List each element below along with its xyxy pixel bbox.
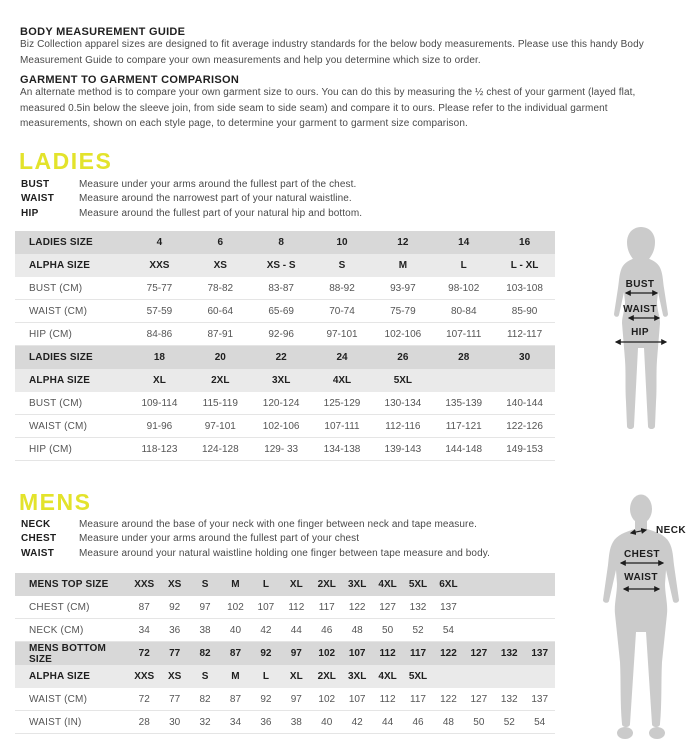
row-label: HIP (CM) bbox=[29, 443, 73, 455]
size-value-cell: 107-111 bbox=[446, 328, 482, 340]
size-value-cell: 130-134 bbox=[384, 397, 422, 409]
size-value-cell: 75-77 bbox=[146, 282, 173, 294]
definition-term: WAIST bbox=[21, 193, 55, 205]
size-value-cell: 34 bbox=[229, 716, 242, 728]
size-value-cell: 40 bbox=[229, 624, 242, 636]
size-value-cell: 139-143 bbox=[384, 443, 422, 455]
size-value-cell: XL bbox=[289, 579, 303, 590]
size-value-cell: 92 bbox=[260, 648, 272, 659]
size-value-cell: 107 bbox=[348, 693, 366, 705]
size-value-cell: 93-97 bbox=[390, 282, 416, 294]
size-value-cell: 109-114 bbox=[141, 397, 178, 409]
row-label: WAIST (CM) bbox=[29, 305, 88, 317]
size-value-cell: 97 bbox=[290, 693, 302, 705]
size-value-cell: 83-87 bbox=[268, 282, 294, 294]
size-value-cell: 129- 33 bbox=[264, 443, 299, 455]
row-label: LADIES SIZE bbox=[29, 352, 93, 363]
size-value-cell: 42 bbox=[260, 624, 272, 636]
guide-paragraph: Biz Collection apparel sizes are designed to fit average industry standards for the below body measurements. Please use this handy Body Measurement Guide to compare your own measurements and help you determine which size to order. bbox=[20, 39, 644, 66]
size-value-cell: L bbox=[262, 671, 269, 682]
size-value-cell: 92-96 bbox=[268, 328, 294, 340]
definition-term: NECK bbox=[21, 518, 51, 530]
definition-description: Measure around the narrowest part of your natural waistline. bbox=[79, 193, 352, 205]
figure-label-bust: BUST bbox=[625, 279, 655, 290]
size-value-cell: XS bbox=[167, 579, 182, 590]
size-value-cell: 77 bbox=[169, 693, 181, 705]
size-value-cell: 87-91 bbox=[207, 328, 234, 340]
size-value-cell: XXS bbox=[149, 260, 170, 271]
definition-description: Measure around the fullest part of your natural hip and bottom. bbox=[79, 207, 363, 219]
table-row bbox=[15, 231, 555, 254]
row-label: CHEST (CM) bbox=[29, 601, 90, 613]
size-value-cell: 87 bbox=[229, 693, 242, 705]
size-value-cell: 117 bbox=[409, 648, 427, 659]
figure-label-chest: CHEST bbox=[624, 549, 660, 560]
row-label: LADIES SIZE bbox=[29, 237, 93, 248]
row-label: WAIST (CM) bbox=[29, 420, 88, 432]
size-value-cell: 91-96 bbox=[146, 420, 173, 432]
size-value-cell: XS - S bbox=[266, 260, 296, 271]
size-value-cell: 5XL bbox=[393, 375, 413, 386]
size-value-cell: 115-119 bbox=[202, 397, 238, 409]
row-label: NECK (CM) bbox=[29, 624, 84, 636]
ladies-head bbox=[633, 228, 650, 251]
size-value-cell: 127 bbox=[470, 648, 488, 659]
size-value-cell: 6XL bbox=[439, 579, 458, 590]
size-value-cell: 144-148 bbox=[445, 443, 483, 455]
definition-term: CHEST bbox=[21, 533, 57, 545]
table-row bbox=[15, 619, 555, 642]
definition-description: Measure under your arms around the fullest part of the chest. bbox=[79, 178, 357, 190]
row-label: BUST (CM) bbox=[29, 397, 83, 409]
row-label: ALPHA SIZE bbox=[29, 260, 91, 271]
size-value-cell: 122 bbox=[440, 648, 457, 659]
size-value-cell: 57-59 bbox=[146, 305, 173, 317]
size-value-cell: 32 bbox=[199, 716, 211, 728]
size-value-cell: S bbox=[201, 671, 209, 682]
size-value-cell: 112 bbox=[379, 693, 396, 705]
size-value-cell: 137 bbox=[531, 648, 549, 659]
size-value-cell: 112-117 bbox=[506, 328, 543, 340]
size-value-cell: 30 bbox=[169, 716, 181, 728]
size-value-cell: 42 bbox=[351, 716, 363, 728]
size-value-cell: 4 bbox=[156, 237, 163, 248]
size-value-cell: XXS bbox=[134, 579, 155, 590]
size-value-cell: 87 bbox=[138, 601, 150, 613]
size-value-cell: XS bbox=[213, 260, 227, 271]
measurement-definition-row bbox=[21, 532, 490, 547]
table-row bbox=[15, 665, 555, 688]
size-value-cell: 137 bbox=[440, 601, 457, 613]
row-label: WAIST (IN) bbox=[29, 716, 82, 728]
definition-term: HIP bbox=[21, 207, 39, 219]
row-label: MENS TOP SIZE bbox=[29, 579, 109, 590]
size-value-cell: 18 bbox=[153, 352, 165, 363]
row-label: BUST (CM) bbox=[29, 282, 83, 294]
size-value-cell: 28 bbox=[138, 716, 150, 728]
size-value-cell: 127 bbox=[470, 693, 488, 705]
definition-description: Measure under your arms around the fullest part of your chest bbox=[79, 533, 360, 545]
definition-term: WAIST bbox=[21, 547, 55, 559]
size-value-cell: 44 bbox=[382, 716, 394, 728]
size-value-cell: 107 bbox=[348, 648, 366, 659]
size-value-cell: 52 bbox=[412, 624, 424, 636]
size-value-cell: 46 bbox=[412, 716, 424, 728]
size-value-cell: 54 bbox=[442, 624, 454, 636]
size-value-cell: 2XL bbox=[317, 671, 336, 682]
table-row bbox=[15, 254, 555, 277]
table-row bbox=[15, 277, 555, 300]
size-value-cell: 50 bbox=[473, 716, 485, 728]
definition-term: BUST bbox=[21, 178, 50, 190]
size-value-cell: 70-74 bbox=[329, 305, 355, 317]
size-value-cell: 4XL bbox=[378, 579, 397, 590]
size-value-cell: 65-69 bbox=[268, 305, 294, 317]
table-row bbox=[15, 323, 555, 346]
size-value-cell: 85-90 bbox=[511, 305, 538, 317]
size-value-cell: 8 bbox=[278, 237, 284, 248]
table-row bbox=[15, 392, 555, 415]
table-row bbox=[15, 688, 555, 711]
size-value-cell: 124-128 bbox=[201, 443, 239, 455]
size-value-cell: 137 bbox=[531, 693, 549, 705]
size-value-cell: 102 bbox=[318, 648, 336, 659]
size-value-cell: 87 bbox=[229, 648, 242, 659]
size-value-cell: XL bbox=[153, 375, 166, 386]
size-value-cell: 132 bbox=[500, 693, 518, 705]
table-row bbox=[15, 596, 555, 619]
size-value-cell: 75-79 bbox=[390, 305, 416, 317]
size-value-cell: 48 bbox=[351, 624, 363, 636]
size-value-cell: S bbox=[201, 579, 209, 590]
size-value-cell: 117 bbox=[318, 601, 335, 613]
size-value-cell: 48 bbox=[442, 716, 454, 728]
size-value-cell: L - XL bbox=[510, 260, 539, 271]
size-value-cell: 3XL bbox=[347, 579, 367, 590]
size-value-cell: 122 bbox=[348, 601, 366, 613]
table-row bbox=[15, 573, 555, 596]
size-value-cell: 44 bbox=[290, 624, 302, 636]
size-value-cell: 2XL bbox=[211, 375, 230, 386]
table-row bbox=[15, 369, 555, 392]
size-value-cell: 54 bbox=[534, 716, 546, 728]
size-value-cell: 38 bbox=[290, 716, 302, 728]
ladies-size-table bbox=[15, 231, 555, 461]
size-value-cell: 118-123 bbox=[141, 443, 178, 455]
size-value-cell: 88-92 bbox=[329, 282, 355, 294]
size-value-cell: 122-126 bbox=[506, 420, 543, 432]
row-label: ALPHA SIZE bbox=[29, 671, 91, 682]
size-value-cell: 3XL bbox=[271, 375, 291, 386]
size-value-cell: 30 bbox=[519, 352, 531, 363]
size-value-cell: L bbox=[262, 579, 269, 590]
mens-right-foot bbox=[649, 727, 665, 739]
ladies-heading: LADIES bbox=[19, 148, 113, 174]
figure-label-waist: WAIST bbox=[624, 572, 658, 583]
row-label: MENS BOTTOM SIZE bbox=[29, 642, 107, 665]
size-value-cell: 36 bbox=[169, 624, 181, 636]
comparison-title: GARMENT TO GARMENT COMPARISON bbox=[20, 74, 240, 86]
size-value-cell: 78-82 bbox=[207, 282, 234, 294]
comparison-paragraph: An alternate method is to compare your own garment size to ours. You can do this by measuring the ½ chest of your garment (layed flat, measured 0.5in below the sleeve join, from side seam to side seam) and compare it to ours. Please refer to the individual garment measurements, shown on each style page, to determine your garment to garment size comparison. bbox=[20, 87, 636, 129]
size-value-cell: 122 bbox=[440, 693, 457, 705]
table-row bbox=[15, 415, 555, 438]
size-value-cell: 82 bbox=[199, 693, 211, 705]
size-value-cell: 36 bbox=[260, 716, 272, 728]
size-value-cell: 134-138 bbox=[323, 443, 361, 455]
size-value-cell: 97 bbox=[290, 648, 302, 659]
size-value-cell: 97-101 bbox=[326, 328, 358, 340]
size-value-cell: S bbox=[338, 260, 346, 271]
size-value-cell: 132 bbox=[409, 601, 427, 613]
size-value-cell: 140-144 bbox=[506, 397, 543, 409]
measurement-definition-row bbox=[21, 546, 490, 561]
measurement-definition-row bbox=[21, 206, 362, 221]
mens-definitions bbox=[21, 517, 490, 561]
size-value-cell: 112 bbox=[288, 601, 305, 613]
ladies-figure-silhouette bbox=[601, 226, 683, 438]
size-value-cell: 80-84 bbox=[450, 305, 477, 317]
size-value-cell: 127 bbox=[379, 601, 396, 613]
mens-size-table bbox=[15, 573, 555, 734]
size-value-cell: 20 bbox=[214, 352, 226, 363]
size-value-cell: 107 bbox=[257, 601, 275, 613]
size-value-cell: 102-106 bbox=[262, 420, 300, 432]
size-value-cell: 5XL bbox=[408, 579, 428, 590]
size-value-cell: 34 bbox=[138, 624, 150, 636]
size-value-cell: 77 bbox=[169, 648, 181, 659]
ladies-definitions bbox=[21, 177, 362, 221]
figure-label-hip: HIP bbox=[631, 327, 649, 338]
table-row bbox=[15, 711, 555, 734]
size-value-cell: 117-121 bbox=[445, 420, 482, 432]
size-value-cell: 4XL bbox=[332, 375, 352, 386]
size-value-cell: 38 bbox=[199, 624, 211, 636]
size-value-cell: L bbox=[460, 260, 467, 271]
size-value-cell: 22 bbox=[275, 352, 287, 363]
row-label: WAIST (CM) bbox=[29, 693, 88, 705]
size-value-cell: 102 bbox=[318, 693, 336, 705]
size-value-cell: 50 bbox=[382, 624, 394, 636]
measurement-definition-row bbox=[21, 517, 490, 532]
table-row bbox=[15, 346, 555, 369]
size-value-cell: 10 bbox=[336, 237, 348, 248]
size-value-cell: 72 bbox=[138, 648, 150, 659]
size-value-cell: M bbox=[231, 671, 240, 682]
size-value-cell: 3XL bbox=[347, 671, 367, 682]
size-value-cell: 135-139 bbox=[445, 397, 483, 409]
size-value-cell: 14 bbox=[458, 237, 470, 248]
guide-title: BODY MEASUREMENT GUIDE bbox=[20, 26, 186, 38]
size-value-cell: 28 bbox=[458, 352, 470, 363]
size-value-cell: 4XL bbox=[378, 671, 397, 682]
size-value-cell: 102-106 bbox=[384, 328, 422, 340]
size-value-cell: 2XL bbox=[317, 579, 336, 590]
size-value-cell: 72 bbox=[138, 693, 150, 705]
size-value-cell: 24 bbox=[336, 352, 348, 363]
size-value-cell: M bbox=[231, 579, 240, 590]
table-row bbox=[15, 438, 555, 461]
row-label: HIP (CM) bbox=[29, 328, 73, 340]
size-value-cell: 26 bbox=[397, 352, 409, 363]
row-label: ALPHA SIZE bbox=[29, 375, 91, 386]
size-value-cell: 102 bbox=[227, 601, 244, 613]
size-value-cell: 52 bbox=[503, 716, 515, 728]
size-value-cell: 46 bbox=[321, 624, 333, 636]
size-value-cell: M bbox=[398, 260, 408, 271]
size-value-cell: 117 bbox=[410, 693, 426, 705]
definition-description: Measure around the base of your neck with one finger between neck and tape measure. bbox=[79, 518, 477, 530]
size-value-cell: 60-64 bbox=[207, 305, 234, 317]
size-value-cell: 112 bbox=[379, 648, 396, 659]
measurement-definition-row bbox=[21, 177, 362, 192]
size-value-cell: XXS bbox=[134, 671, 155, 682]
size-value-cell: XS bbox=[167, 671, 182, 682]
size-value-cell: 16 bbox=[519, 237, 531, 248]
size-value-cell: 120-124 bbox=[262, 397, 300, 409]
definition-description: Measure around your natural waistline holding one finger between tape measure and body. bbox=[79, 547, 490, 559]
mens-head bbox=[630, 495, 652, 524]
figure-label-waist: WAIST bbox=[623, 304, 657, 315]
size-value-cell: 112-116 bbox=[385, 420, 421, 432]
size-value-cell: 149-153 bbox=[506, 443, 543, 455]
size-value-cell: 132 bbox=[500, 648, 518, 659]
size-value-cell: 92 bbox=[260, 693, 272, 705]
mens-left-foot bbox=[617, 727, 633, 739]
size-value-cell: 103-108 bbox=[506, 282, 543, 294]
figure-label-neck: NECK bbox=[656, 525, 686, 536]
mens-figure-silhouette bbox=[596, 492, 700, 744]
table-row bbox=[15, 642, 555, 665]
measurement-definition-row bbox=[21, 192, 362, 207]
size-value-cell: 125-129 bbox=[323, 397, 361, 409]
size-value-cell: 12 bbox=[397, 237, 409, 248]
mens-heading: MENS bbox=[19, 489, 92, 515]
size-value-cell: 40 bbox=[321, 716, 333, 728]
size-value-cell: 98-102 bbox=[448, 282, 480, 294]
size-value-cell: 107-111 bbox=[324, 420, 360, 432]
size-value-cell: 92 bbox=[169, 601, 181, 613]
table-row bbox=[15, 300, 555, 323]
size-value-cell: 84-86 bbox=[146, 328, 173, 340]
size-value-cell: XL bbox=[289, 671, 303, 682]
size-value-cell: 97-101 bbox=[204, 420, 236, 432]
size-value-cell: 6 bbox=[217, 237, 224, 248]
size-value-cell: 5XL bbox=[408, 671, 428, 682]
size-value-cell: 97 bbox=[199, 601, 211, 613]
size-value-cell: 82 bbox=[199, 648, 211, 659]
